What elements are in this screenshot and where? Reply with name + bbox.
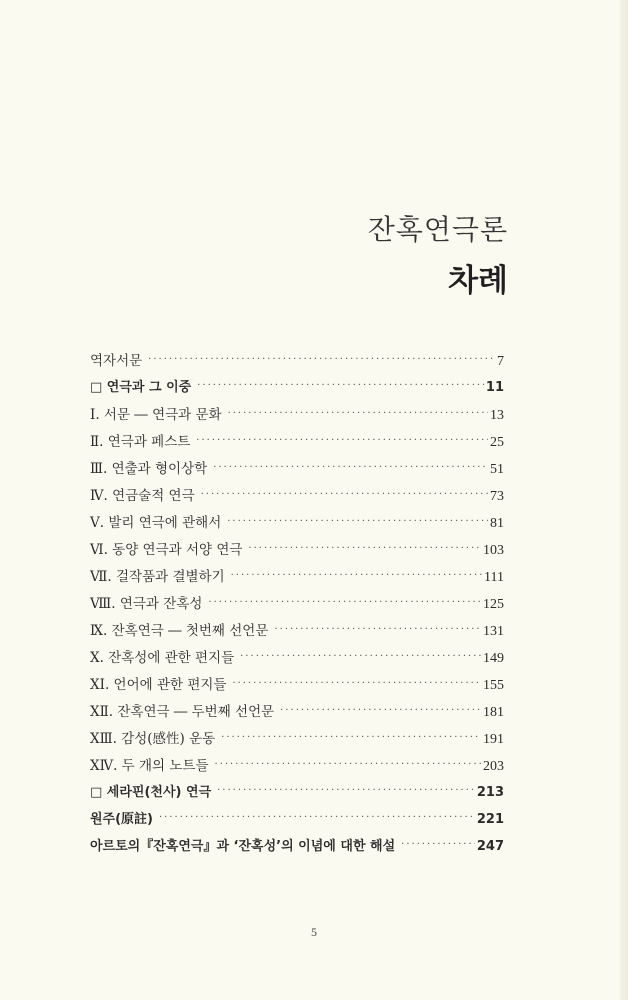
toc-entry-title: Ⅳ. 연금술적 연극: [90, 488, 195, 504]
toc-entry[interactable]: [90, 674, 504, 701]
toc-entry[interactable]: [90, 431, 504, 458]
leader-dots: [248, 538, 481, 560]
toc-entry-title: ⅩⅢ. 감성(感性) 운동: [90, 731, 216, 747]
toc-entry-title: ⅩⅠ. 언어에 관한 편지들: [90, 677, 227, 693]
page-edge: [620, 0, 628, 1000]
toc-entry-title: 역자서문: [90, 353, 143, 369]
toc-entry-title: Ⅶ. 걸작품과 결별하기: [90, 569, 225, 585]
toc-entry-title: Ⅴ. 발리 연극에 관해서: [90, 515, 222, 531]
book-title: 잔혹연극론: [367, 213, 508, 246]
toc-entry-title: 원주(原註): [90, 812, 153, 827]
toc-entry[interactable]: [90, 809, 504, 836]
toc-entry[interactable]: [90, 755, 504, 782]
toc-entry-page: 103: [483, 543, 504, 558]
toc-entry[interactable]: [90, 620, 504, 647]
leader-dots: [208, 592, 481, 614]
toc-entry[interactable]: [90, 539, 504, 566]
leader-dots: [240, 646, 481, 668]
leader-dots: [227, 511, 488, 533]
toc-entry-title: Ⅵ. 동양 연극과 서양 연극: [90, 542, 243, 558]
toc-entry-page: 149: [483, 651, 504, 666]
toc-entry-page: 11: [485, 380, 504, 395]
toc-entry-title: □ 연극과 그 이중: [90, 380, 192, 395]
toc-entry-page: 125: [483, 597, 504, 612]
toc-entry-title: Ⅹ. 잔혹성에 관한 편지들: [90, 650, 235, 666]
leader-dots: [231, 565, 482, 587]
leader-dots: [228, 403, 488, 425]
toc-entry-page: 73: [490, 489, 504, 504]
toc-entry-title: 아르토의『잔혹연극』과 ‘잔혹성’의 이념에 대한 해설: [90, 839, 396, 854]
toc-entry-page: 13: [490, 408, 504, 423]
toc-entry[interactable]: [90, 728, 504, 755]
leader-dots: [401, 834, 475, 856]
toc-entry[interactable]: [90, 566, 504, 593]
toc-entry-page: 7: [497, 354, 504, 369]
leader-dots: [221, 727, 481, 749]
toc-entry-page: 247: [476, 839, 504, 854]
toc-entry-title: ⅩⅡ. 잔혹연극 ― 두번째 선언문: [90, 704, 275, 720]
leader-dots: [280, 700, 481, 722]
toc-entry[interactable]: [90, 593, 504, 620]
leader-dots: [196, 430, 488, 452]
leader-dots: [213, 457, 488, 479]
toc-entry-page: 25: [490, 435, 504, 450]
toc-entry[interactable]: [90, 836, 504, 863]
toc-entry-title: Ⅱ. 연극과 페스트: [90, 434, 191, 450]
toc-entry-page: 181: [483, 705, 504, 720]
toc-entry-page: 203: [483, 759, 504, 774]
toc-entry[interactable]: [90, 701, 504, 728]
leader-dots: [215, 754, 481, 776]
toc-entry-page: 131: [483, 624, 504, 639]
toc-entry-title: Ⅲ. 연출과 형이상학: [90, 461, 208, 477]
toc-entry-title: Ⅰ. 서문 ― 연극과 문화: [90, 407, 222, 423]
table-of-contents: [90, 350, 504, 863]
toc-entry-title: Ⅷ. 연극과 잔혹성: [90, 596, 203, 612]
toc-entry[interactable]: [90, 404, 504, 431]
toc-entry-page: 111: [484, 570, 504, 585]
toc-entry[interactable]: [90, 458, 504, 485]
toc-entry-page: 155: [483, 678, 504, 693]
leader-dots: [274, 619, 481, 641]
toc-entry-title: Ⅸ. 잔혹연극 ― 첫번째 선언문: [90, 623, 269, 639]
toc-entry[interactable]: [90, 350, 504, 377]
toc-heading: 차례: [448, 263, 508, 299]
page-number: 5: [311, 925, 317, 939]
toc-entry[interactable]: [90, 647, 504, 674]
leader-dots: [217, 780, 475, 802]
toc-entry[interactable]: [90, 485, 504, 512]
toc-entry-title: ⅩⅣ. 두 개의 노트들: [90, 758, 209, 774]
leader-dots: [197, 375, 484, 397]
toc-entry[interactable]: [90, 782, 504, 809]
leader-dots: [232, 673, 481, 695]
toc-entry[interactable]: [90, 377, 504, 404]
toc-entry-page: 221: [476, 812, 504, 827]
toc-entry-title: □ 세라핀(천사) 연극: [90, 785, 212, 800]
leader-dots: [159, 807, 475, 829]
toc-entry-page: 191: [483, 732, 504, 747]
leader-dots: [148, 349, 495, 371]
toc-entry[interactable]: [90, 512, 504, 539]
toc-entry-page: 81: [490, 516, 504, 531]
toc-entry-page: 51: [490, 462, 504, 477]
leader-dots: [201, 484, 488, 506]
toc-entry-page: 213: [476, 785, 504, 800]
